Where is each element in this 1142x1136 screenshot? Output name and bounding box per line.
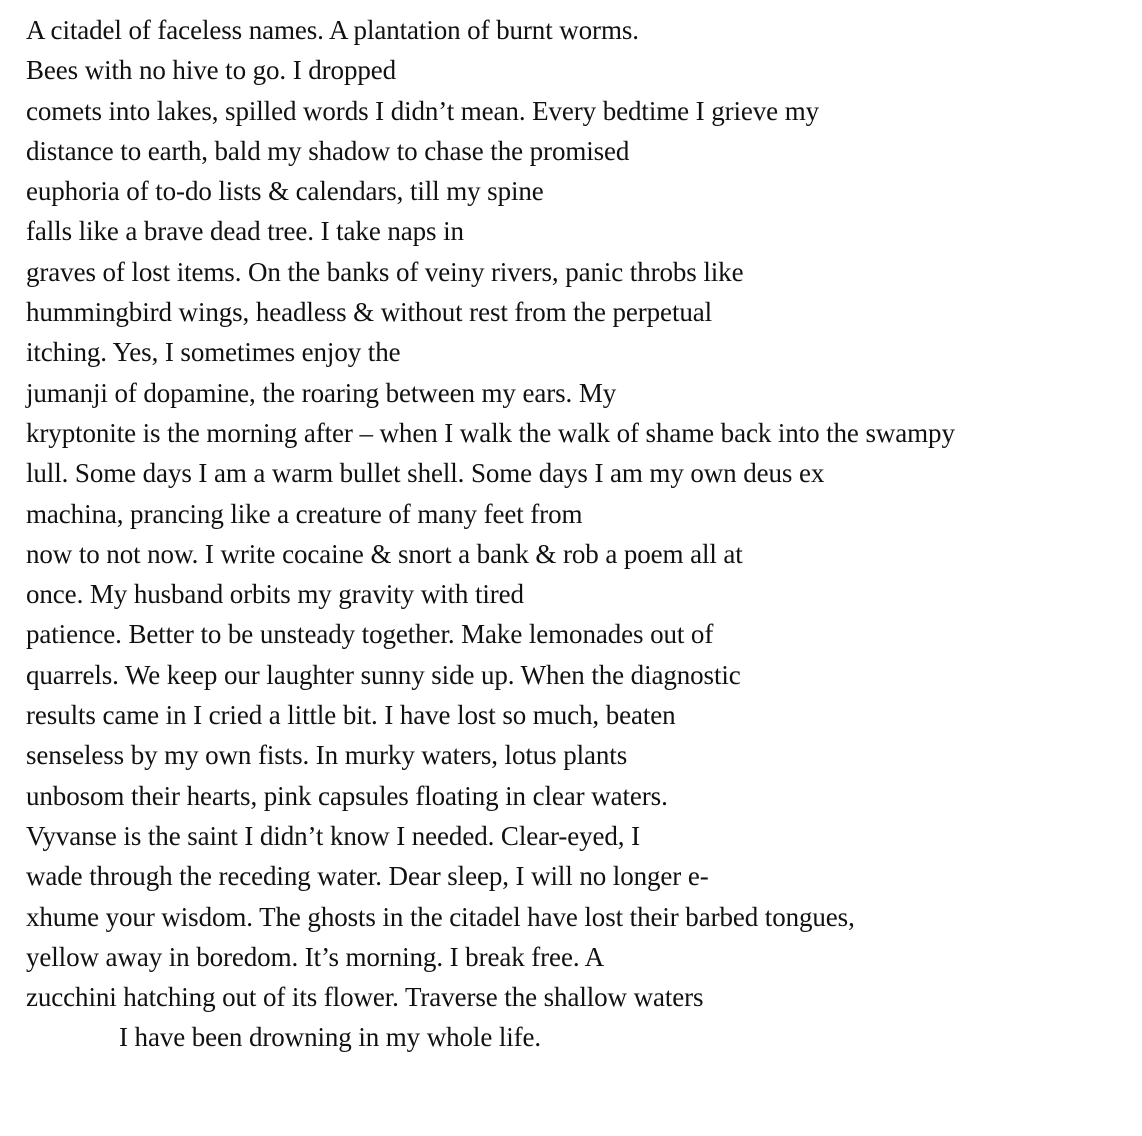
- poem-line-16: patience. Better to be unsteady together. Make lemonades out of: [26, 619, 714, 650]
- poem-line-2: Bees with no hive to go. I dropped: [26, 55, 397, 86]
- poem-line-13: machina, prancing like a creature of many feet from: [26, 498, 583, 529]
- poem-line-12: lull. Some days I am a warm bullet shell. Some days I am my own deus ex: [26, 458, 825, 489]
- poem-line-21: Vyvanse is the saint I didn’t know I needed. Clear-eyed, I: [26, 820, 640, 851]
- poem-body: [26, 10, 1136, 1058]
- poem-line-5: euphoria of to-do lists & calendars, till my spine: [26, 176, 544, 207]
- poem-line-15: once. My husband orbits my gravity with tired: [26, 579, 524, 610]
- poem-line-22: wade through the receding water. Dear sleep, I will no longer e-: [26, 861, 709, 892]
- poem-line-17: quarrels. We keep our laughter sunny side up. When the diagnostic: [26, 659, 741, 690]
- poem-line-19: senseless by my own fists. In murky waters, lotus plants: [26, 740, 628, 771]
- poem-line-20: unbosom their hearts, pink capsules floating in clear waters.: [26, 780, 668, 811]
- poem-line-18: results came in I cried a little bit. I have lost so much, beaten: [26, 700, 676, 731]
- poem-line-10: jumanji of dopamine, the roaring between my ears. My: [26, 377, 617, 408]
- poem-line-9: itching. Yes, I sometimes enjoy the: [26, 337, 401, 368]
- poem-line-26-indented: I have been drowning in my whole life.: [119, 1022, 542, 1053]
- poem-line-23: xhume your wisdom. The ghosts in the citadel have lost their barbed tongues,: [26, 901, 855, 932]
- poem-line-3: comets into lakes, spilled words I didn’t mean. Every bedtime I grieve my: [26, 95, 820, 126]
- poem-line-25: zucchini hatching out of its flower. Traverse the shallow waters: [26, 982, 704, 1013]
- poem-line-11: kryptonite is the morning after – when I walk the walk of shame back into the swampy: [26, 417, 955, 448]
- poem-line-8: hummingbird wings, headless & without rest from the perpetual: [26, 297, 713, 328]
- poem-line-1: A citadel of faceless names. A plantation of burnt worms.: [26, 15, 639, 45]
- poem-line-4: distance to earth, bald my shadow to chase the promised: [26, 135, 630, 166]
- poem-line-14: now to not now. I write cocaine & snort a bank & rob a poem all at: [26, 538, 743, 569]
- poem-line-7: graves of lost items. On the banks of veiny rivers, panic throbs like: [26, 256, 744, 287]
- poem-line-6: falls like a brave dead tree. I take naps in: [26, 216, 464, 247]
- poem-line-24: yellow away in boredom. It’s morning. I break free. A: [26, 941, 605, 972]
